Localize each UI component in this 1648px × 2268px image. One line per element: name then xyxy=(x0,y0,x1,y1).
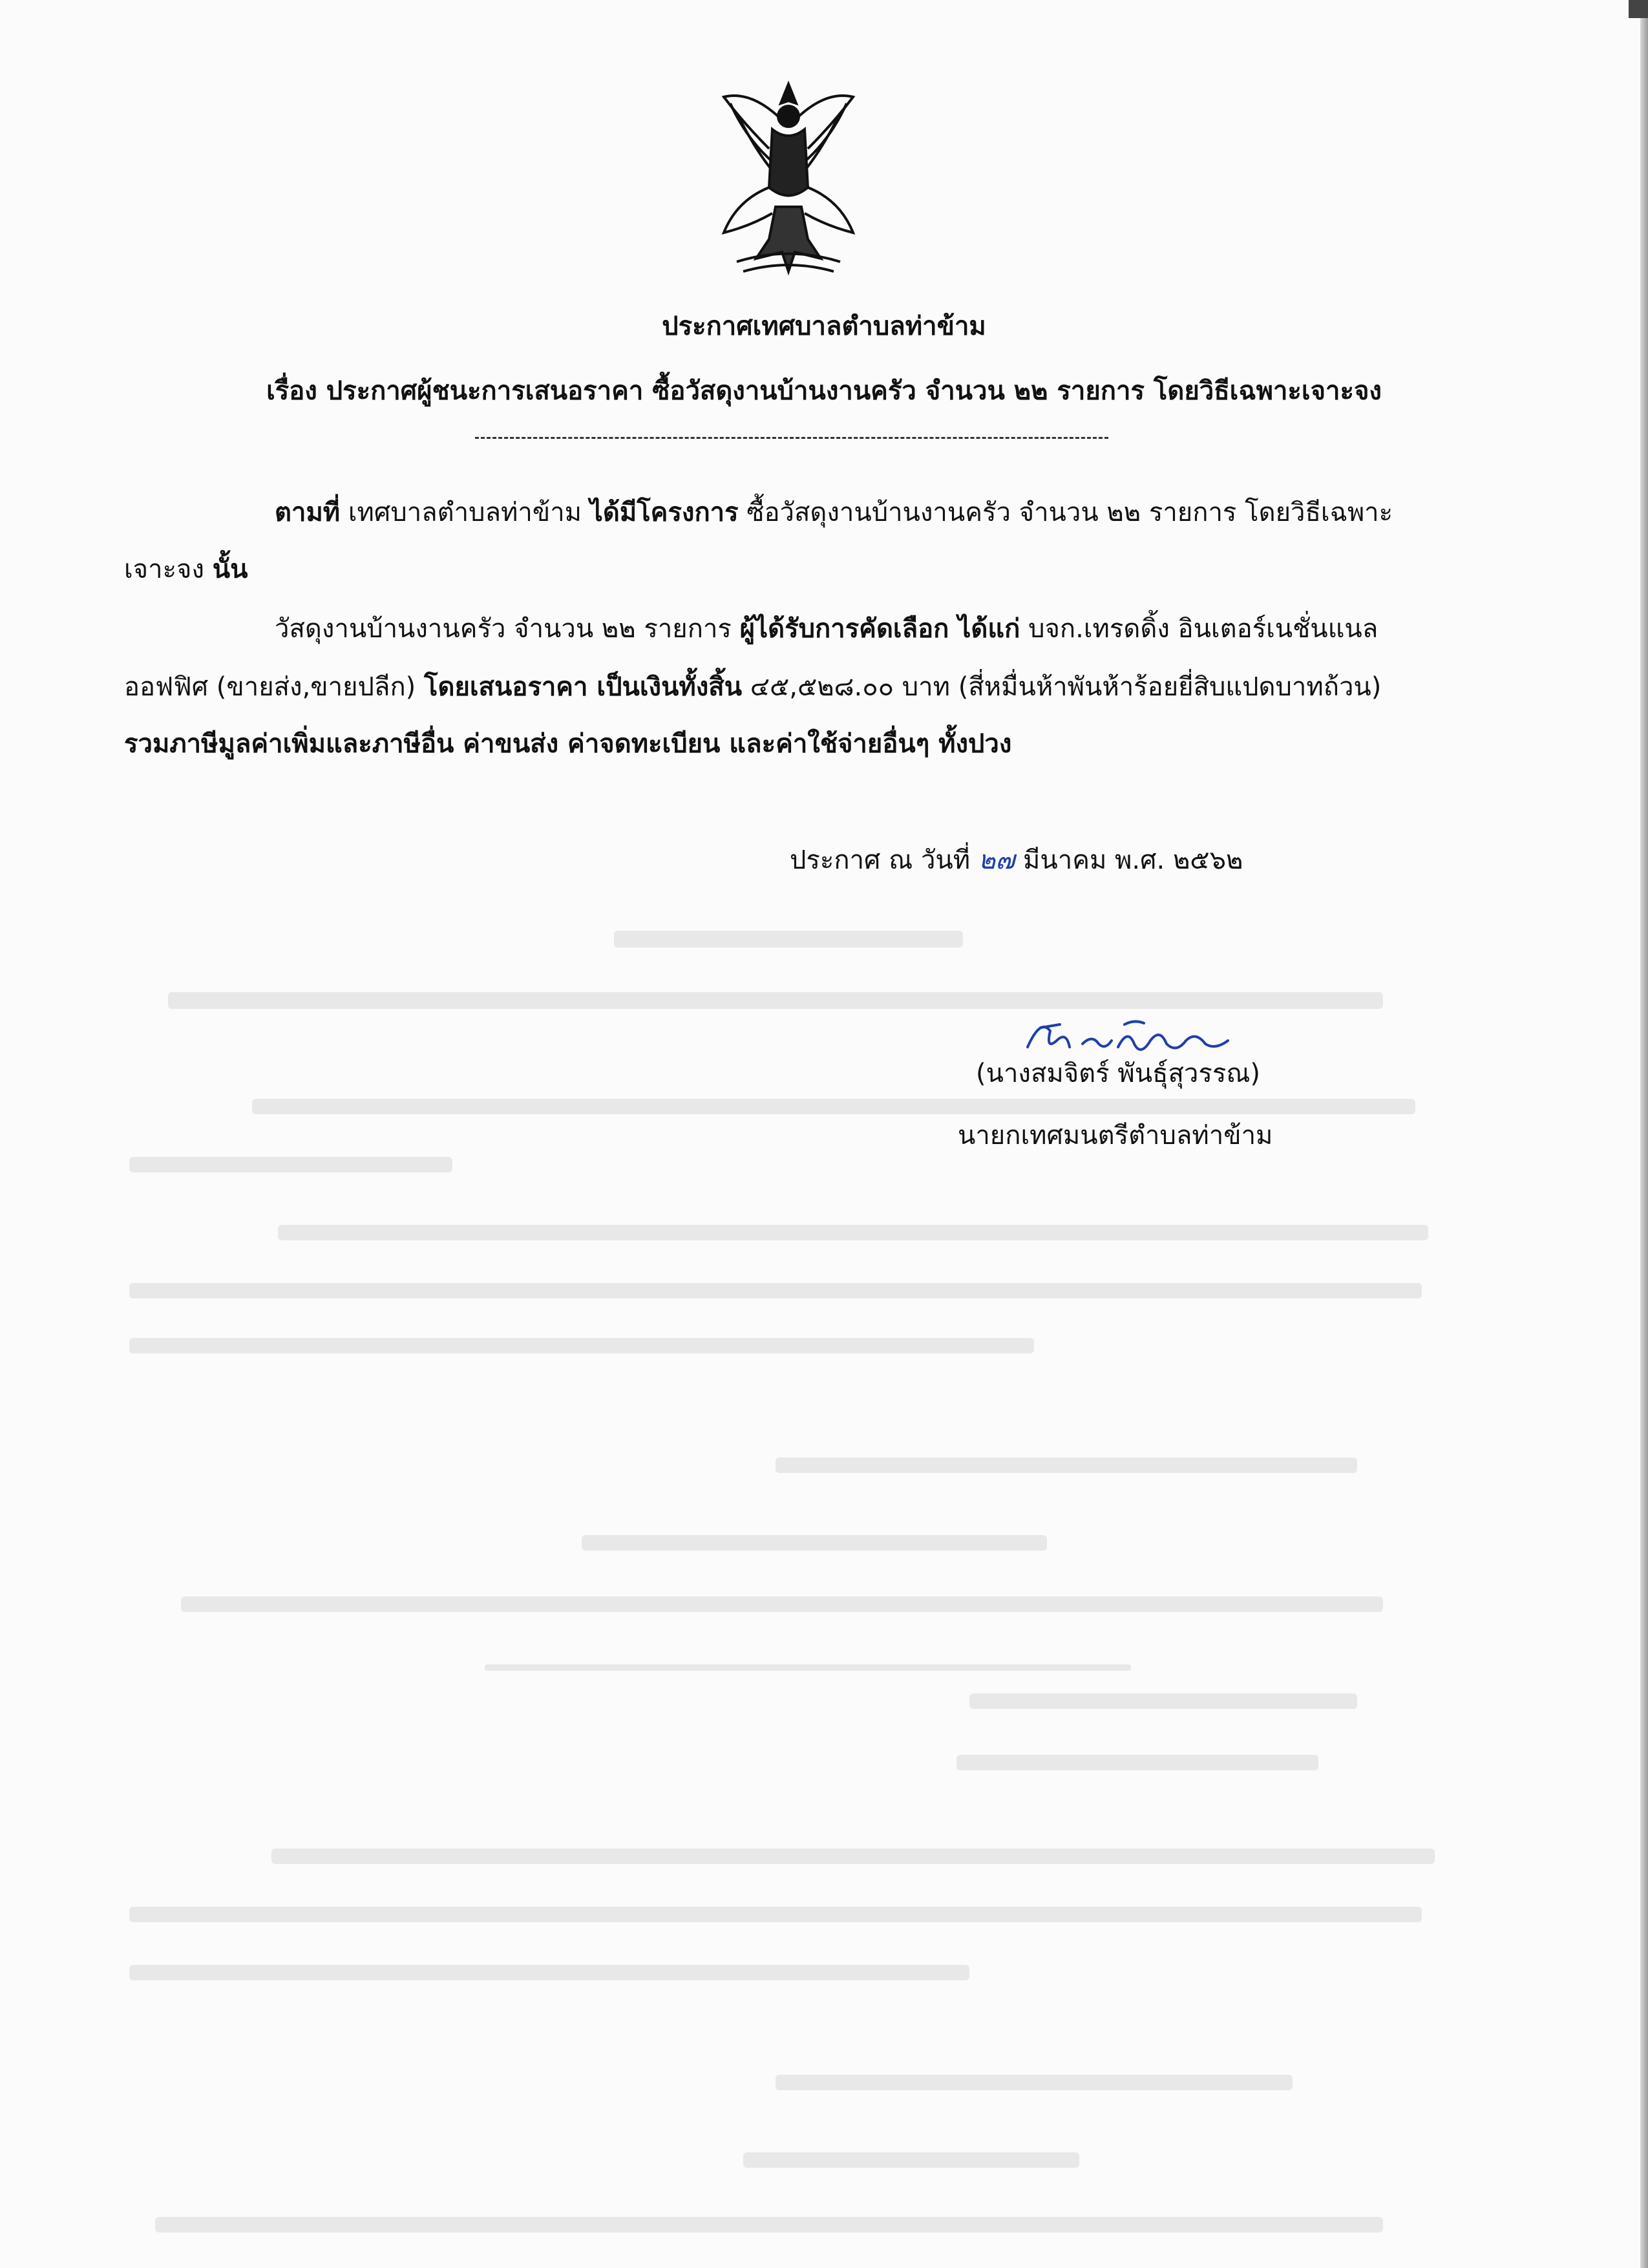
announcement-date xyxy=(790,839,1243,880)
date-prefix: ประกาศ ณ วันที่ xyxy=(790,845,978,875)
signatory-position: นายกเทศมนตรีตำบลท่าข้าม xyxy=(958,1121,1273,1150)
document-subject: เรื่อง ประกาศผู้ชนะการเสนอราคา ซื้อวัสดุงานบ้านงานครัว จำนวน ๒๒ รายการ โดยวิธีเฉพาะเจาะจง xyxy=(266,376,1382,406)
p2-winner-name-cont: ออฟฟิศ (ขายส่ง,ขายปลีก) xyxy=(124,672,424,702)
p2-item: วัสดุงานบ้านงานครัว จำนวน ๒๒ รายการ xyxy=(275,614,740,644)
date-day-handwritten: ๒๗ xyxy=(978,845,1015,875)
document-title: ประกาศเทศบาลตำบลท่าข้าม xyxy=(662,312,986,341)
paragraph-1-line-2 xyxy=(124,548,248,589)
p2-price-label: โดยเสนอราคา เป็นเงินทั้งสิ้น xyxy=(423,672,743,702)
paragraph-2-line-2 xyxy=(124,666,1381,707)
signatory-name: (นางสมจิตร์ พันธุ์สุวรรณ) xyxy=(976,1059,1261,1088)
p1-project: ซื้อวัสดุงานบ้านงานครัว จำนวน ๒๒ รายการ โดยวิธีเฉพาะ xyxy=(738,498,1393,527)
p1-has-project: ได้มีโครงการ xyxy=(589,498,739,527)
p1-org: เทศบาลตำบลท่าข้าม xyxy=(340,498,590,527)
p2-winner-name: บจก.เทรดดิ้ง อินเตอร์เนชั่นแนล xyxy=(1020,614,1379,644)
p1-end: นั้น xyxy=(212,555,248,584)
p1-cont: เจาะจง xyxy=(124,555,213,584)
p1-lead: ตามที่ xyxy=(275,498,341,527)
date-month-year: มีนาคม พ.ศ. ๒๕๖๒ xyxy=(1015,845,1243,875)
p2-price-value: ๔๕,๕๒๘.๐๐ บาท (สี่หมื่นห้าพันห้าร้อยยี่สิบแปดบาทถ้วน) xyxy=(742,672,1382,702)
page-corner-shadow xyxy=(1629,0,1648,18)
paragraph-2-line-3: รวมภาษีมูลค่าเพิ่มและภาษีอื่น ค่าขนส่ง ค่าจดทะเบียน และค่าใช้จ่ายอื่นๆ ทั้งปวง xyxy=(124,729,1012,759)
title-separator xyxy=(475,437,1108,439)
p2-winner-label: ผู้ได้รับการคัดเลือก ได้แก่ xyxy=(739,614,1020,644)
paragraph-2-line-1 xyxy=(275,608,1378,649)
paragraph-1-line-1 xyxy=(275,491,1393,533)
garuda-emblem-icon xyxy=(711,78,866,284)
